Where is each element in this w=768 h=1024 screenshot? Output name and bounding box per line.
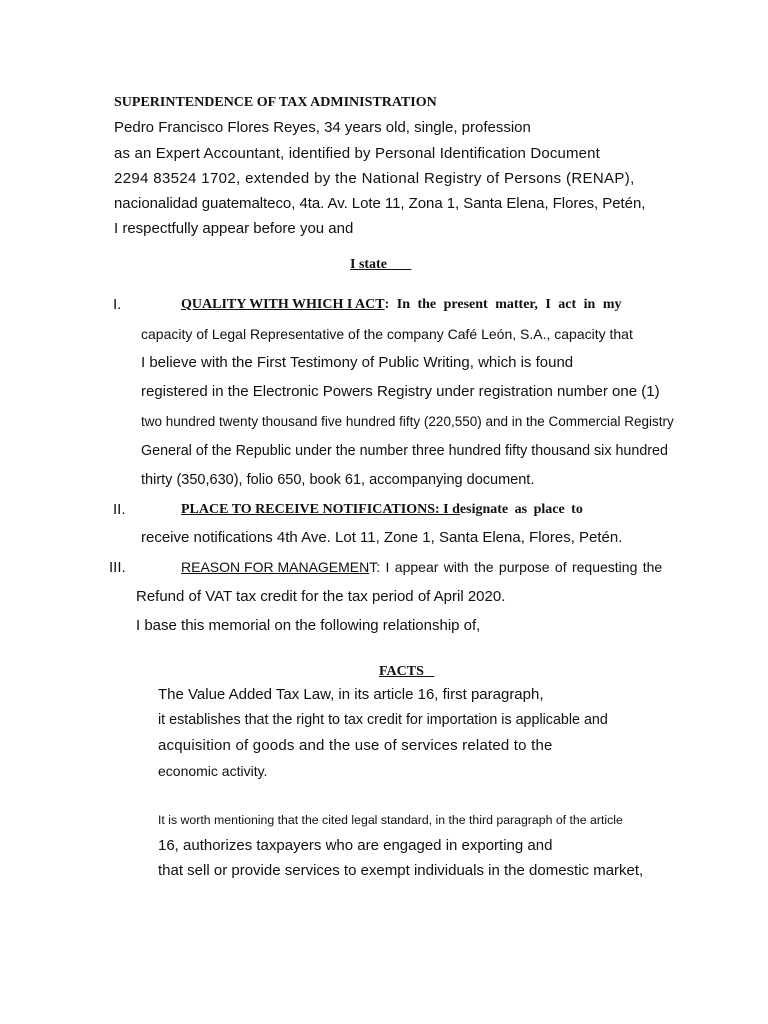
section-heading-tail: : In the present matter, I act in my [384, 297, 622, 312]
facts-line: that sell or provide services to exempt individuals in the domestic market, [158, 862, 644, 879]
section-heading: QUALITY WITH WHICH I ACT [181, 297, 385, 312]
section-heading-tail: T: I appear with the purpose of requesting the [369, 559, 663, 575]
facts-line: economic activity. [158, 763, 268, 779]
section-line: thirty (350,630), folio 650, book 61, accompanying document. [141, 472, 535, 488]
facts-heading-underline [424, 664, 435, 679]
facts-line: it establishes that the right to tax credit for importation is applicable and [158, 712, 608, 728]
document-header: SUPERINTENDENCE OF TAX ADMINISTRATION [114, 95, 437, 110]
section-heading-tail: esignate as place to [459, 502, 583, 517]
facts-line: It is worth mentioning that the cited legal standard, in the third paragraph of the article [158, 813, 623, 827]
section-line: General of the Republic under the number three hundred fifty thousand six hundred [141, 443, 668, 459]
section-number: I. [113, 296, 122, 313]
intro-line: 2294 83524 1702, extended by the National Registry of Persons (RENAP), [114, 170, 635, 187]
section-heading: REASON FOR MANAGEMEN [181, 559, 370, 575]
state-heading-text: I state [350, 257, 387, 272]
facts-line: acquisition of goods and the use of services related to the [158, 737, 553, 754]
state-heading-underline [387, 257, 412, 272]
intro-line: Pedro Francisco Flores Reyes, 34 years old, single, profession [114, 119, 531, 136]
facts-heading [379, 663, 434, 681]
section-line: registered in the Electronic Powers Registry under registration number one (1) [141, 383, 660, 400]
facts-heading-text: FACTS [379, 664, 424, 679]
section-line: I believe with the First Testimony of Public Writing, which is found [141, 354, 574, 371]
intro-line: as an Expert Accountant, identified by Personal Identification Document [114, 145, 600, 162]
section-number: III. [109, 559, 126, 576]
section-heading-line [181, 558, 662, 576]
section-number: II. [113, 501, 126, 518]
section-heading-line [181, 296, 647, 314]
intro-line: nacionalidad guatemalteco, 4ta. Av. Lote 11, Zona 1, Santa Elena, Flores, Petén, [114, 195, 646, 212]
facts-line: 16, authorizes taxpayers who are engaged in exporting and [158, 837, 553, 854]
section-line: capacity of Legal Representative of the company Café León, S.A., capacity that [141, 326, 633, 342]
section-heading-line [181, 501, 583, 519]
intro-line: I respectfully appear before you and [114, 220, 354, 237]
section-heading: PLACE TO RECEIVE NOTIFICATIONS: I d [181, 502, 460, 517]
state-heading [350, 256, 411, 274]
section-line: two hundred twenty thousand five hundred fifty (220,550) and in the Commercial Registry [141, 414, 674, 429]
section-line: receive notifications 4th Ave. Lot 11, Zone 1, Santa Elena, Flores, Petén. [141, 529, 623, 546]
section-line: Refund of VAT tax credit for the tax period of April 2020. [136, 588, 506, 605]
facts-line: The Value Added Tax Law, in its article 16, first paragraph, [158, 686, 544, 703]
section-line: I base this memorial on the following relationship of, [136, 617, 481, 634]
